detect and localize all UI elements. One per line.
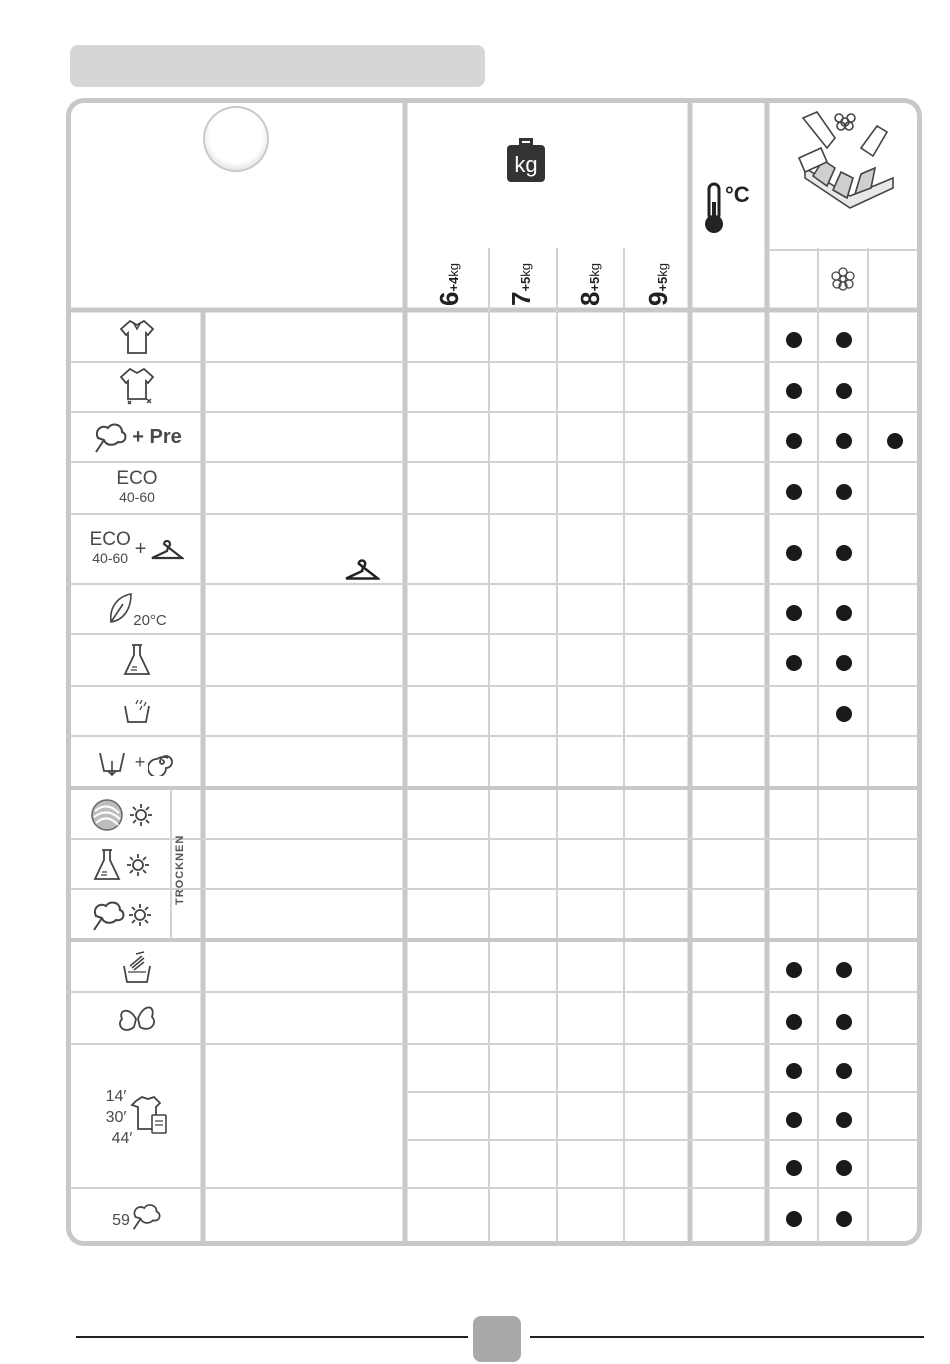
eco-40-60-icon [72,462,202,514]
capacity-8kg: 8+5kg [575,262,605,306]
butterfly-icon [72,994,202,1044]
detergent-dot [836,706,852,722]
eco-range-label-2: 40-60 [92,550,129,566]
detergent-dot [786,484,802,500]
kg-weight-icon [507,136,545,182]
detergent-dot [836,484,852,500]
detergent-dot [836,605,852,621]
eco-label: ECO [116,468,158,489]
wool-dry-icon [72,790,170,840]
quick-14-label: 14′ [105,1087,127,1105]
detergent-dot [836,1112,852,1128]
detergent-dot [836,433,852,449]
eco-label-2: ECO [89,529,131,550]
detergent-dot [786,332,802,348]
leaf-20c-icon [72,584,202,634]
program-selector-knob-icon [205,108,267,170]
quick-30-label: 30′ [105,1108,127,1126]
thermometer-icon [703,182,759,234]
cotton-59-icon [72,1190,202,1242]
drain-spin-icon [72,736,202,788]
hanger-icon [344,557,380,581]
quick59-label: 59 [112,1212,130,1229]
detergent-dot [887,433,903,449]
cotton-dry-icon [72,890,170,940]
hanger-icon [150,538,184,560]
detergent-dot [786,433,802,449]
footer-line-right [530,1336,924,1338]
svg-text:kg: kg [514,152,538,177]
handwash-icon [72,942,202,992]
footer-line-left [76,1336,468,1338]
eco20-label: 20°C [133,611,167,629]
detergent-dot [836,655,852,671]
shirt-icon [72,312,202,362]
page-number-badge [473,1316,521,1362]
quick-wash-icon [72,1046,202,1188]
detergent-dot [836,962,852,978]
capacity-6kg: 6+4kg [434,262,464,306]
detergent-drawer-icon [795,108,895,218]
detergent-dot [786,962,802,978]
detergent-dot [836,1014,852,1030]
detergent-dot [786,545,802,561]
mixed-shirt-icon [72,362,202,412]
detergent-dot [786,605,802,621]
synthetic-dry-icon [72,840,170,890]
trocknen-label: TROCKNEN [174,834,186,905]
flask-icon [72,634,202,686]
detergent-dot [836,383,852,399]
rinse-icon [72,686,202,736]
capacity-9kg: 9+5kg [643,262,673,306]
detergent-dot [786,1063,802,1079]
detergent-dot [786,383,802,399]
flower-icon [830,266,856,292]
pre-label: + Pre [132,425,182,448]
eco-plus-label: + [134,537,147,560]
detergent-dot [836,1063,852,1079]
detergent-dot [836,1211,852,1227]
detergent-dot [786,655,802,671]
detergent-dot [786,1112,802,1128]
drain-plus-label: + [134,751,146,772]
eco-range-label: 40-60 [119,489,155,505]
detergent-dot [786,1211,802,1227]
cotton-pre-icon [72,412,202,462]
temp-unit-label: °C [725,182,750,207]
detergent-dot [836,332,852,348]
eco-40-60-hanger-icon [72,514,202,584]
capacity-7kg: 7+5kg [506,262,536,306]
detergent-dot [786,1014,802,1030]
quick-44-label: 44′ [111,1129,133,1147]
detergent-dot [836,545,852,561]
detergent-dot [786,1160,802,1176]
detergent-dot [836,1160,852,1176]
